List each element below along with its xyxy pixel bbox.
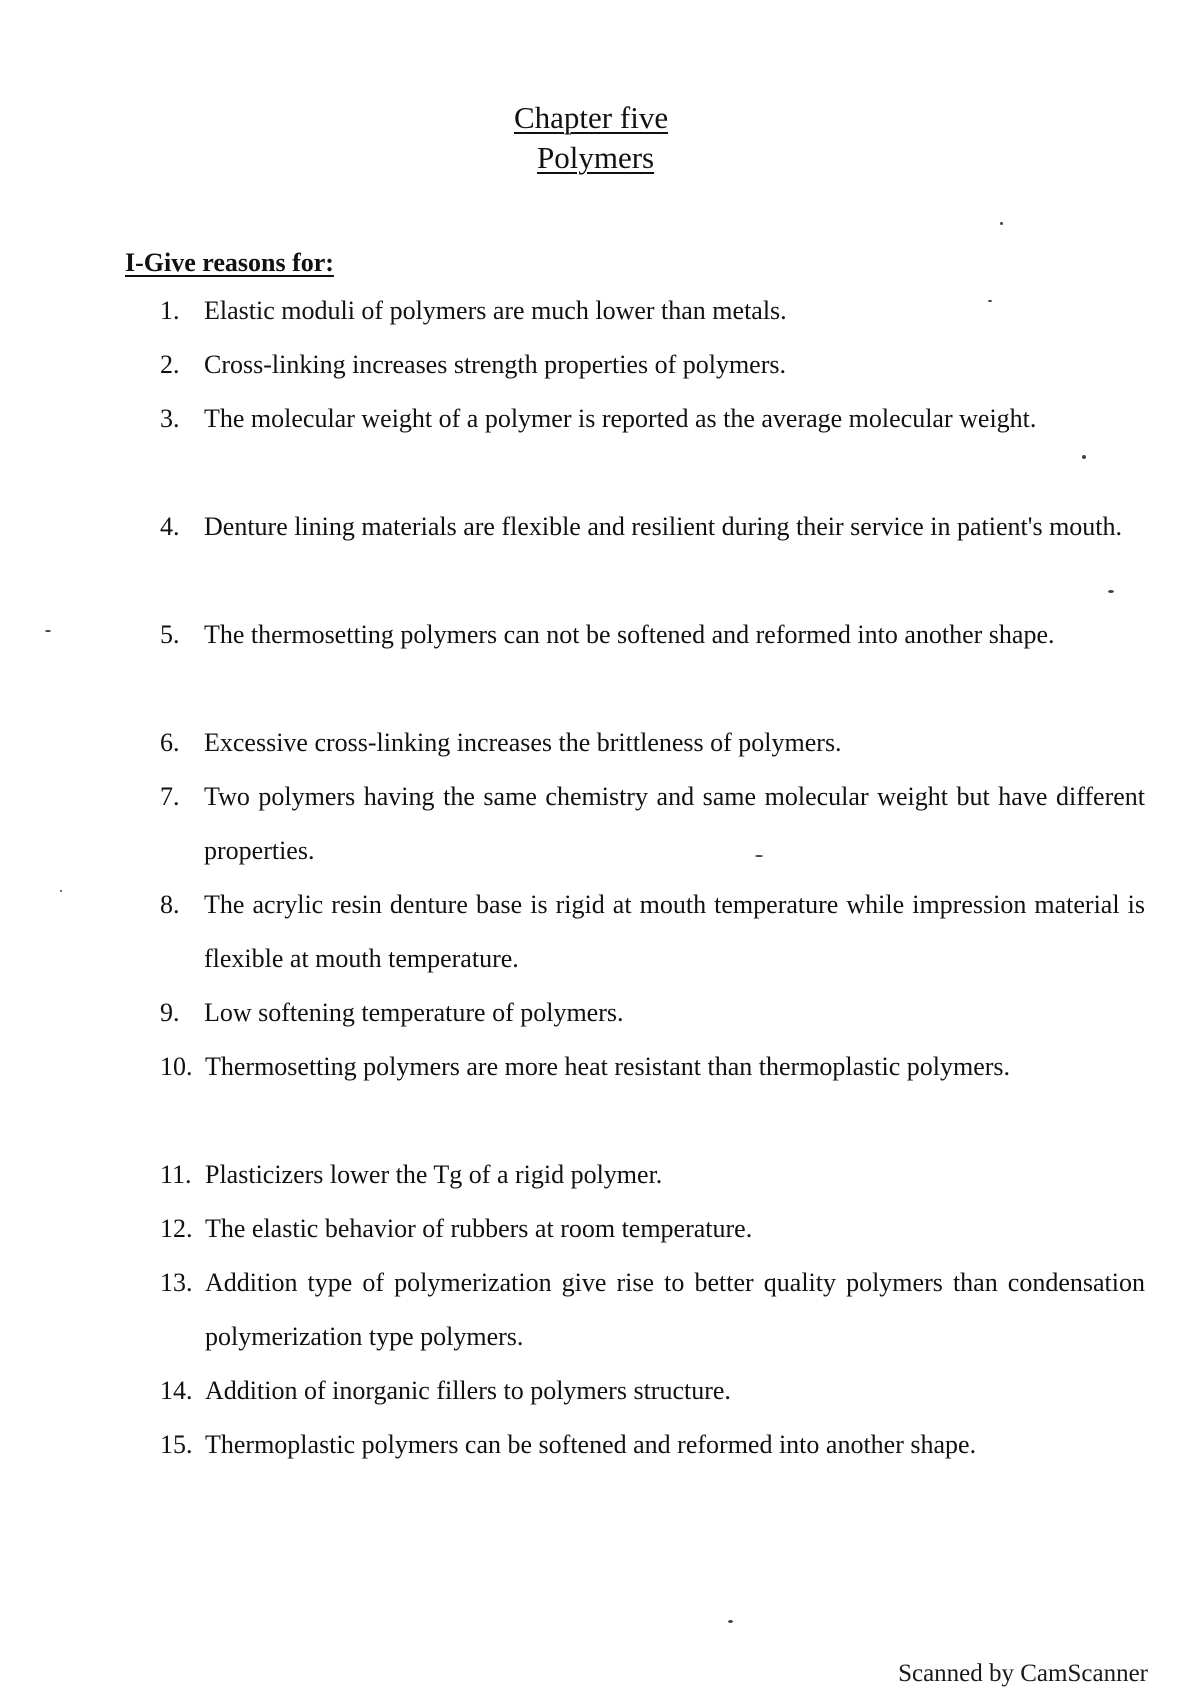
list-item-text: Excessive cross-linking increases the brittleness of polymers.	[204, 728, 842, 757]
scan-speck	[45, 630, 51, 632]
scan-speck	[1108, 590, 1114, 593]
list-item-text: Two polymers having the same chemistry and same molecular weight but have different properties.	[204, 782, 1145, 865]
chapter-subtitle: Polymers	[537, 140, 655, 175]
list-item-number: 8.	[160, 890, 180, 919]
scan-speck	[1082, 455, 1086, 459]
list-item-text: Denture lining materials are flexible and resilient during their service in patient's mouth.	[204, 512, 1123, 541]
list-item-number: 11.	[160, 1160, 192, 1189]
chapter-title: Chapter five	[514, 100, 669, 135]
list-item-number: 15.	[160, 1430, 193, 1459]
list-item-text: Cross-linking increases strength properties of polymers.	[204, 350, 786, 379]
list-item	[160, 986, 1145, 1040]
scan-speck	[60, 890, 62, 892]
list-item-text: The molecular weight of a polymer is reported as the average molecular weight.	[204, 404, 1037, 433]
list-item-number: 7.	[160, 782, 180, 811]
list-item	[160, 1202, 1145, 1256]
list-item-text: Plasticizers lower the Tg of a rigid polymer.	[205, 1160, 663, 1189]
list-item	[160, 716, 1145, 770]
list-item-text: Thermoplastic polymers can be softened and reformed into another shape.	[205, 1430, 977, 1459]
list-item	[160, 1148, 1145, 1202]
list-item	[160, 1040, 1145, 1094]
scan-speck	[728, 1620, 733, 1623]
list-item	[160, 338, 1145, 392]
list-item	[160, 1364, 1145, 1418]
list-item-number: 10.	[160, 1052, 193, 1081]
list-item	[160, 1256, 1145, 1364]
section-heading: I-Give reasons for:	[125, 248, 334, 277]
list-item-number: 4.	[160, 512, 180, 541]
list-item-number: 6.	[160, 728, 180, 757]
list-item-number: 14.	[160, 1376, 193, 1405]
list-item-number: 1.	[160, 296, 180, 325]
list-item-text: Elastic moduli of polymers are much lower than metals.	[204, 296, 787, 325]
list-item	[160, 500, 1145, 554]
scan-speck	[1000, 222, 1003, 225]
list-item	[160, 878, 1145, 986]
list-item	[160, 284, 1145, 338]
list-item-number: 9.	[160, 998, 180, 1027]
list-item-number: 13.	[160, 1268, 193, 1297]
list-item-text: The acrylic resin denture base is rigid at mouth temperature while impression material is flexible at mouth temperature.	[204, 890, 1145, 973]
list-item	[160, 770, 1145, 878]
scan-speck	[988, 300, 992, 302]
list-item-text: Thermosetting polymers are more heat resistant than thermoplastic polymers.	[205, 1052, 1011, 1081]
list-item-text: Low softening temperature of polymers.	[204, 998, 624, 1027]
scan-speck	[755, 855, 763, 857]
list-item-number: 3.	[160, 404, 180, 433]
list-item-text: The thermosetting polymers can not be softened and reformed into another shape.	[204, 620, 1055, 649]
list-item-number: 2.	[160, 350, 180, 379]
list-item-text: Addition of inorganic fillers to polymers structure.	[205, 1376, 731, 1405]
list-item-number: 5.	[160, 620, 180, 649]
list-item-number: 12.	[160, 1214, 193, 1243]
list-item	[160, 608, 1145, 662]
scanner-watermark: Scanned by CamScanner	[898, 1660, 1148, 1687]
list-item	[160, 392, 1145, 446]
list-item	[160, 1418, 1145, 1472]
list-item-text: Addition type of polymerization give rise to better quality polymers than condensation polymerization type polymers.	[205, 1268, 1145, 1351]
list-item-text: The elastic behavior of rubbers at room temperature.	[205, 1214, 753, 1243]
